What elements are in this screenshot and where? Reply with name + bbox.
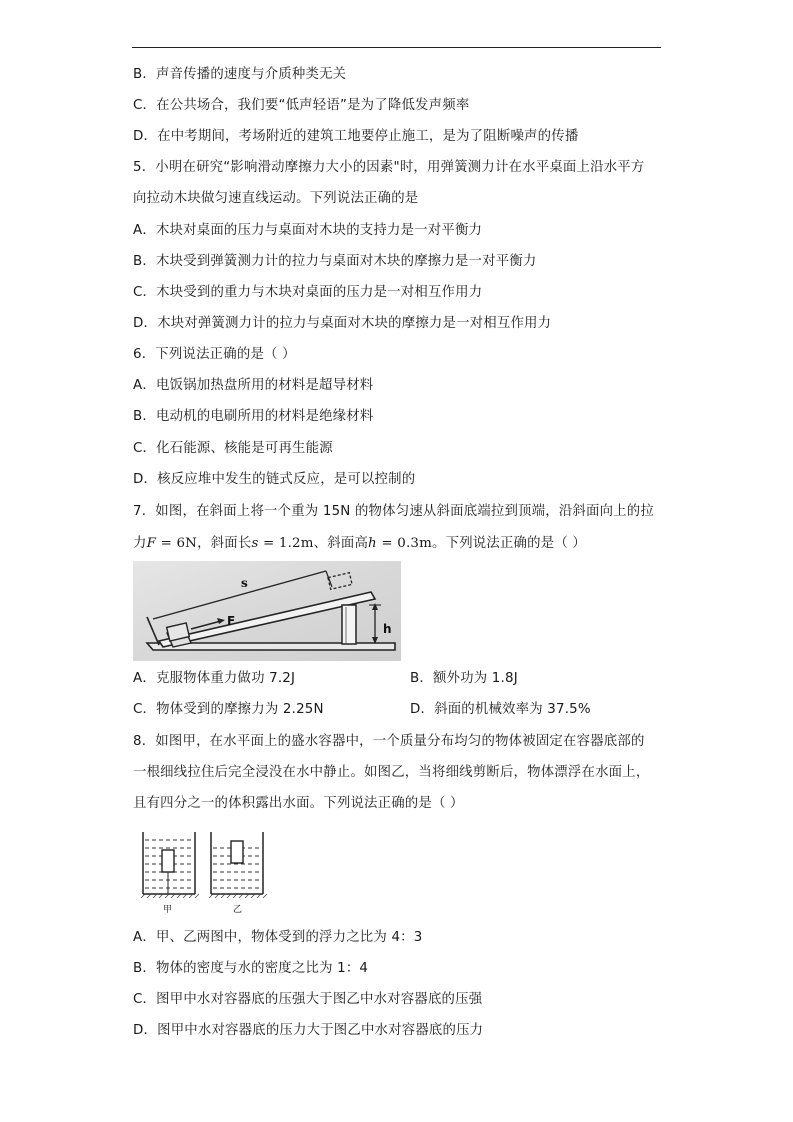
header-rule [132, 47, 661, 48]
object-floating [231, 841, 243, 863]
q8-option-b: B．物体的密度与水的密度之比为 1：4 [133, 961, 369, 976]
q6-option-c: C．化石能源、核能是可再生能源 [133, 441, 333, 456]
q8-option-c: C．图甲中水对容器底的压强大于图乙中水对容器底的压强 [133, 992, 483, 1007]
q7-stem-line2 [133, 535, 586, 553]
q7-stem-mid2: 、斜面高 [313, 536, 369, 551]
q7-stem-suffix: 。下列说法正确的是（ ） [432, 536, 586, 551]
q8-stem-line1: 8．如图甲，在水平面上的盛水容器中，一个质量分布均匀的物体被固定在容器底部的 [133, 734, 645, 749]
q7-var-f: F [146, 536, 157, 551]
q7-stem-line1: 7．如图，在斜面上将一个重为 15N 的物体匀速从斜面底端拉到顶端，沿斜面向上的拉 [133, 504, 654, 519]
q4-option-b: B．声音传播的速度与介质种类无关 [133, 67, 347, 82]
q7-stem-mid1: ，斜面长 [197, 536, 252, 551]
q7-val-h: = 0.3m [381, 536, 433, 551]
q5-option-a: A．木块对桌面的压力与桌面对木块的支持力是一对平衡力 [133, 223, 483, 238]
q7-option-c: C．物体受到的摩擦力为 2.25N [133, 702, 324, 717]
q6-option-d: D．核反应堆中发生的链式反应，是可以控制的 [133, 472, 416, 487]
q7-option-d: D．斜面的机械效率为 37.5% [410, 702, 591, 717]
q4-option-c: C．在公共场合，我们要“低声轻语”是为了降低发声频率 [133, 98, 470, 113]
label-f: F [227, 614, 236, 628]
label-yi: 乙 [233, 905, 243, 915]
q6-stem: 6．下列说法正确的是（ ） [133, 347, 296, 362]
label-s: s [241, 576, 248, 590]
q8-stem-line3: 且有四分之一的体积露出水面。下列说法正确的是（ ） [133, 796, 464, 811]
q8-stem-line2: 一根细线拉住后完全浸没在水中静止。如图乙，当将细线剪断后，物体漂浮在水面上， [133, 765, 650, 780]
label-h: h [383, 622, 392, 636]
q8-option-a: A．甲、乙两图中，物体受到的浮力之比为 4：3 [133, 930, 423, 945]
support-block [342, 605, 356, 644]
q5-option-c: C．木块受到的重力与木块对桌面的压力是一对相互作用力 [133, 285, 483, 300]
q5-stem-line2: 向拉动木块做匀速直线运动。下列说法正确的是 [133, 191, 419, 206]
q8-option-d: D．图甲中水对容器底的压力大于图乙中水对容器底的压力 [133, 1023, 484, 1038]
q5-stem-line1: 5．小明在研究“影响滑动摩擦力大小的因素"时，用弹簧测力计在水平桌面上沿水平方 [133, 160, 645, 175]
q6-option-b: B．电动机的电刷所用的材料是绝缘材料 [133, 409, 374, 424]
q7-val-f: = 6N [160, 536, 198, 551]
q7-incline-figure [133, 561, 401, 661]
q6-option-a: A．电饭锅加热盘所用的材料是超导材料 [133, 378, 374, 393]
q4-option-d: D．在中考期间，考场附近的建筑工地要停止施工，是为了阻断噪声的传播 [133, 129, 579, 144]
q7-option-a: A．克服物体重力做功 7.2J [133, 671, 296, 686]
q8-containers-figure [133, 826, 278, 918]
object-submerged [162, 850, 174, 872]
q5-option-b: B．木块受到弹簧测力计的拉力与桌面对木块的摩擦力是一对平衡力 [133, 254, 537, 269]
label-jia: 甲 [163, 905, 173, 915]
container-jia [141, 832, 199, 915]
q7-var-h: h [368, 536, 377, 551]
q5-option-d: D．木块对弹簧测力计的拉力与桌面对木块的摩擦力是一对相互作用力 [133, 316, 552, 331]
q7-stem-prefix: 力 [133, 536, 147, 551]
q7-option-b: B．额外功为 1.8J [410, 671, 518, 686]
q7-val-s: = 1.2m [263, 536, 314, 551]
q7-var-s: s [251, 536, 259, 551]
container-yi [209, 832, 267, 915]
